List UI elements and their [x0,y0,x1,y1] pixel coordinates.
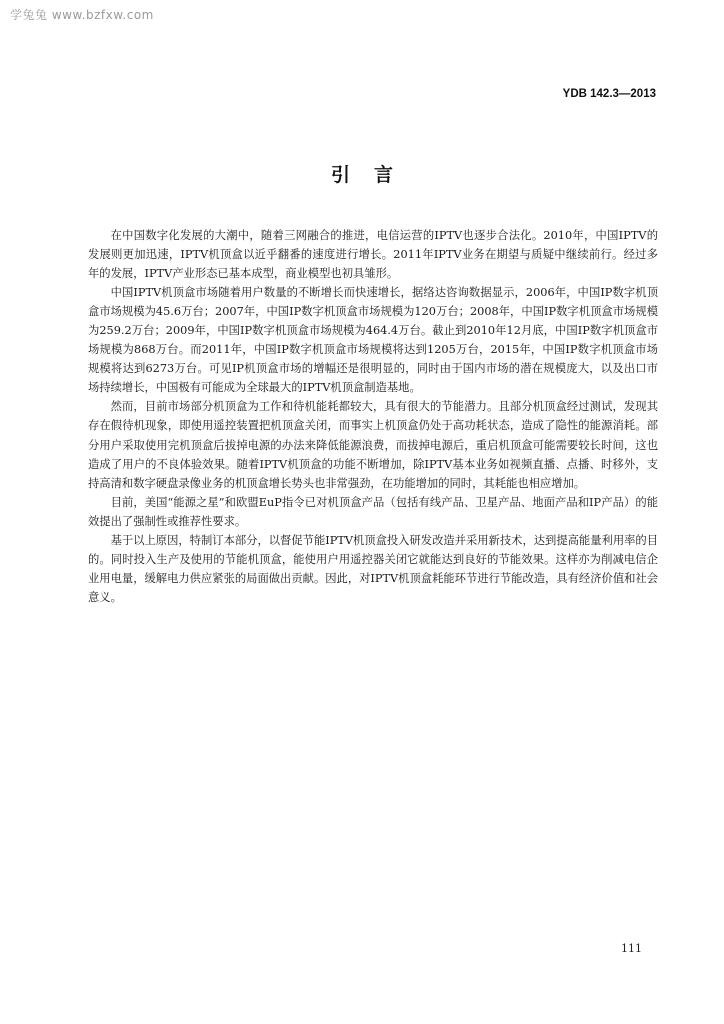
watermark: 学兔兔 www.bzfxw.com [10,8,154,22]
paragraph: 然而，目前市场部分机顶盒为工作和待机能耗都较大，具有很大的节能潜力。且部分机顶盒经过测试，发现其存在假待机现象，即使用遥控装置把机顶盒关闭，而事实上机顶盒仍处于高功耗状态，造成了隐性的能源消耗。部分用户采取使用完机顶盒后拔掉电源的办法来降低能源浪费，而拔掉电源后，重启机顶盒可能需要较长时间，这也造成了用户的不良体验效果。随着IPTV机顶盒的功能不断增加，除IPTV基本业务如视频直播、点播、时移外，支持高清和数字硬盘录像业务的机顶盒增长势头也非常强劲，在功能增加的同时，其耗能也相应增加。 [88,400,658,490]
paragraph: 目前，美国“能源之星”和欧盟EuP指令已对机顶盒产品（包括有线产品、卫星产品、地面产品和IP产品）的能效提出了强制性或推荐性要求。 [88,495,658,528]
standard-code: YDB 142.3—2013 [562,88,656,100]
paragraph: 中国IPTV机顶盒市场随着用户数量的不断增长而快速增长，据络达咨询数据显示，2006年，中国IP数字机顶盒市场规模为45.6万台；2007年，中国IP数字机顶盒市场规模为120万台；2008年，中国IP数字机顶盒市场规模为259.2万台；2009年，中国IP数字机顶盒市场规模为464.4万台。截止到2010年12月底，中国IP数字机顶盒市场规模为868万台。而2011年，中国IP数字机顶盒市场规模将达到1205万台，2015年，中国IP数字机顶盒市场规模将达到6273万台。可见IP机顶盒市场的增幅还是很明显的，同时由于国内市场的潜在规模庞大，以及出口市场持续增长，中国极有可能成为全球最大的IPTV机顶盒制造基地。 [88,286,658,395]
body-text [88,226,658,607]
paragraph: 在中国数字化发展的大潮中，随着三网融合的推进，电信运营的IPTV也逐步合法化。2010年，中国IPTV的发展则更加迅速，IPTV机顶盒以近乎翻番的速度进行增长。2011年IPTV业务在期望与质疑中继续前行。经过多年的发展，IPTV产业形态已基本成型，商业模型也初具雏形。 [88,229,658,281]
paragraph: 基于以上原因，特制订本部分，以督促节能IPTV机顶盒投入研发改造并采用新技术，达到提高能量利用率的目的。同时投入生产及使用的节能机顶盒，能使用户用遥控器关闭它就能达到良好的节能效果。这样亦为削减电信企业用电量，缓解电力供应紧张的局面做出贡献。因此，对IPTV机顶盒耗能环节进行节能改造，具有经济价值和社会意义。 [88,533,659,604]
page-number: 111 [621,942,642,955]
page-title: 引言 [330,164,417,186]
